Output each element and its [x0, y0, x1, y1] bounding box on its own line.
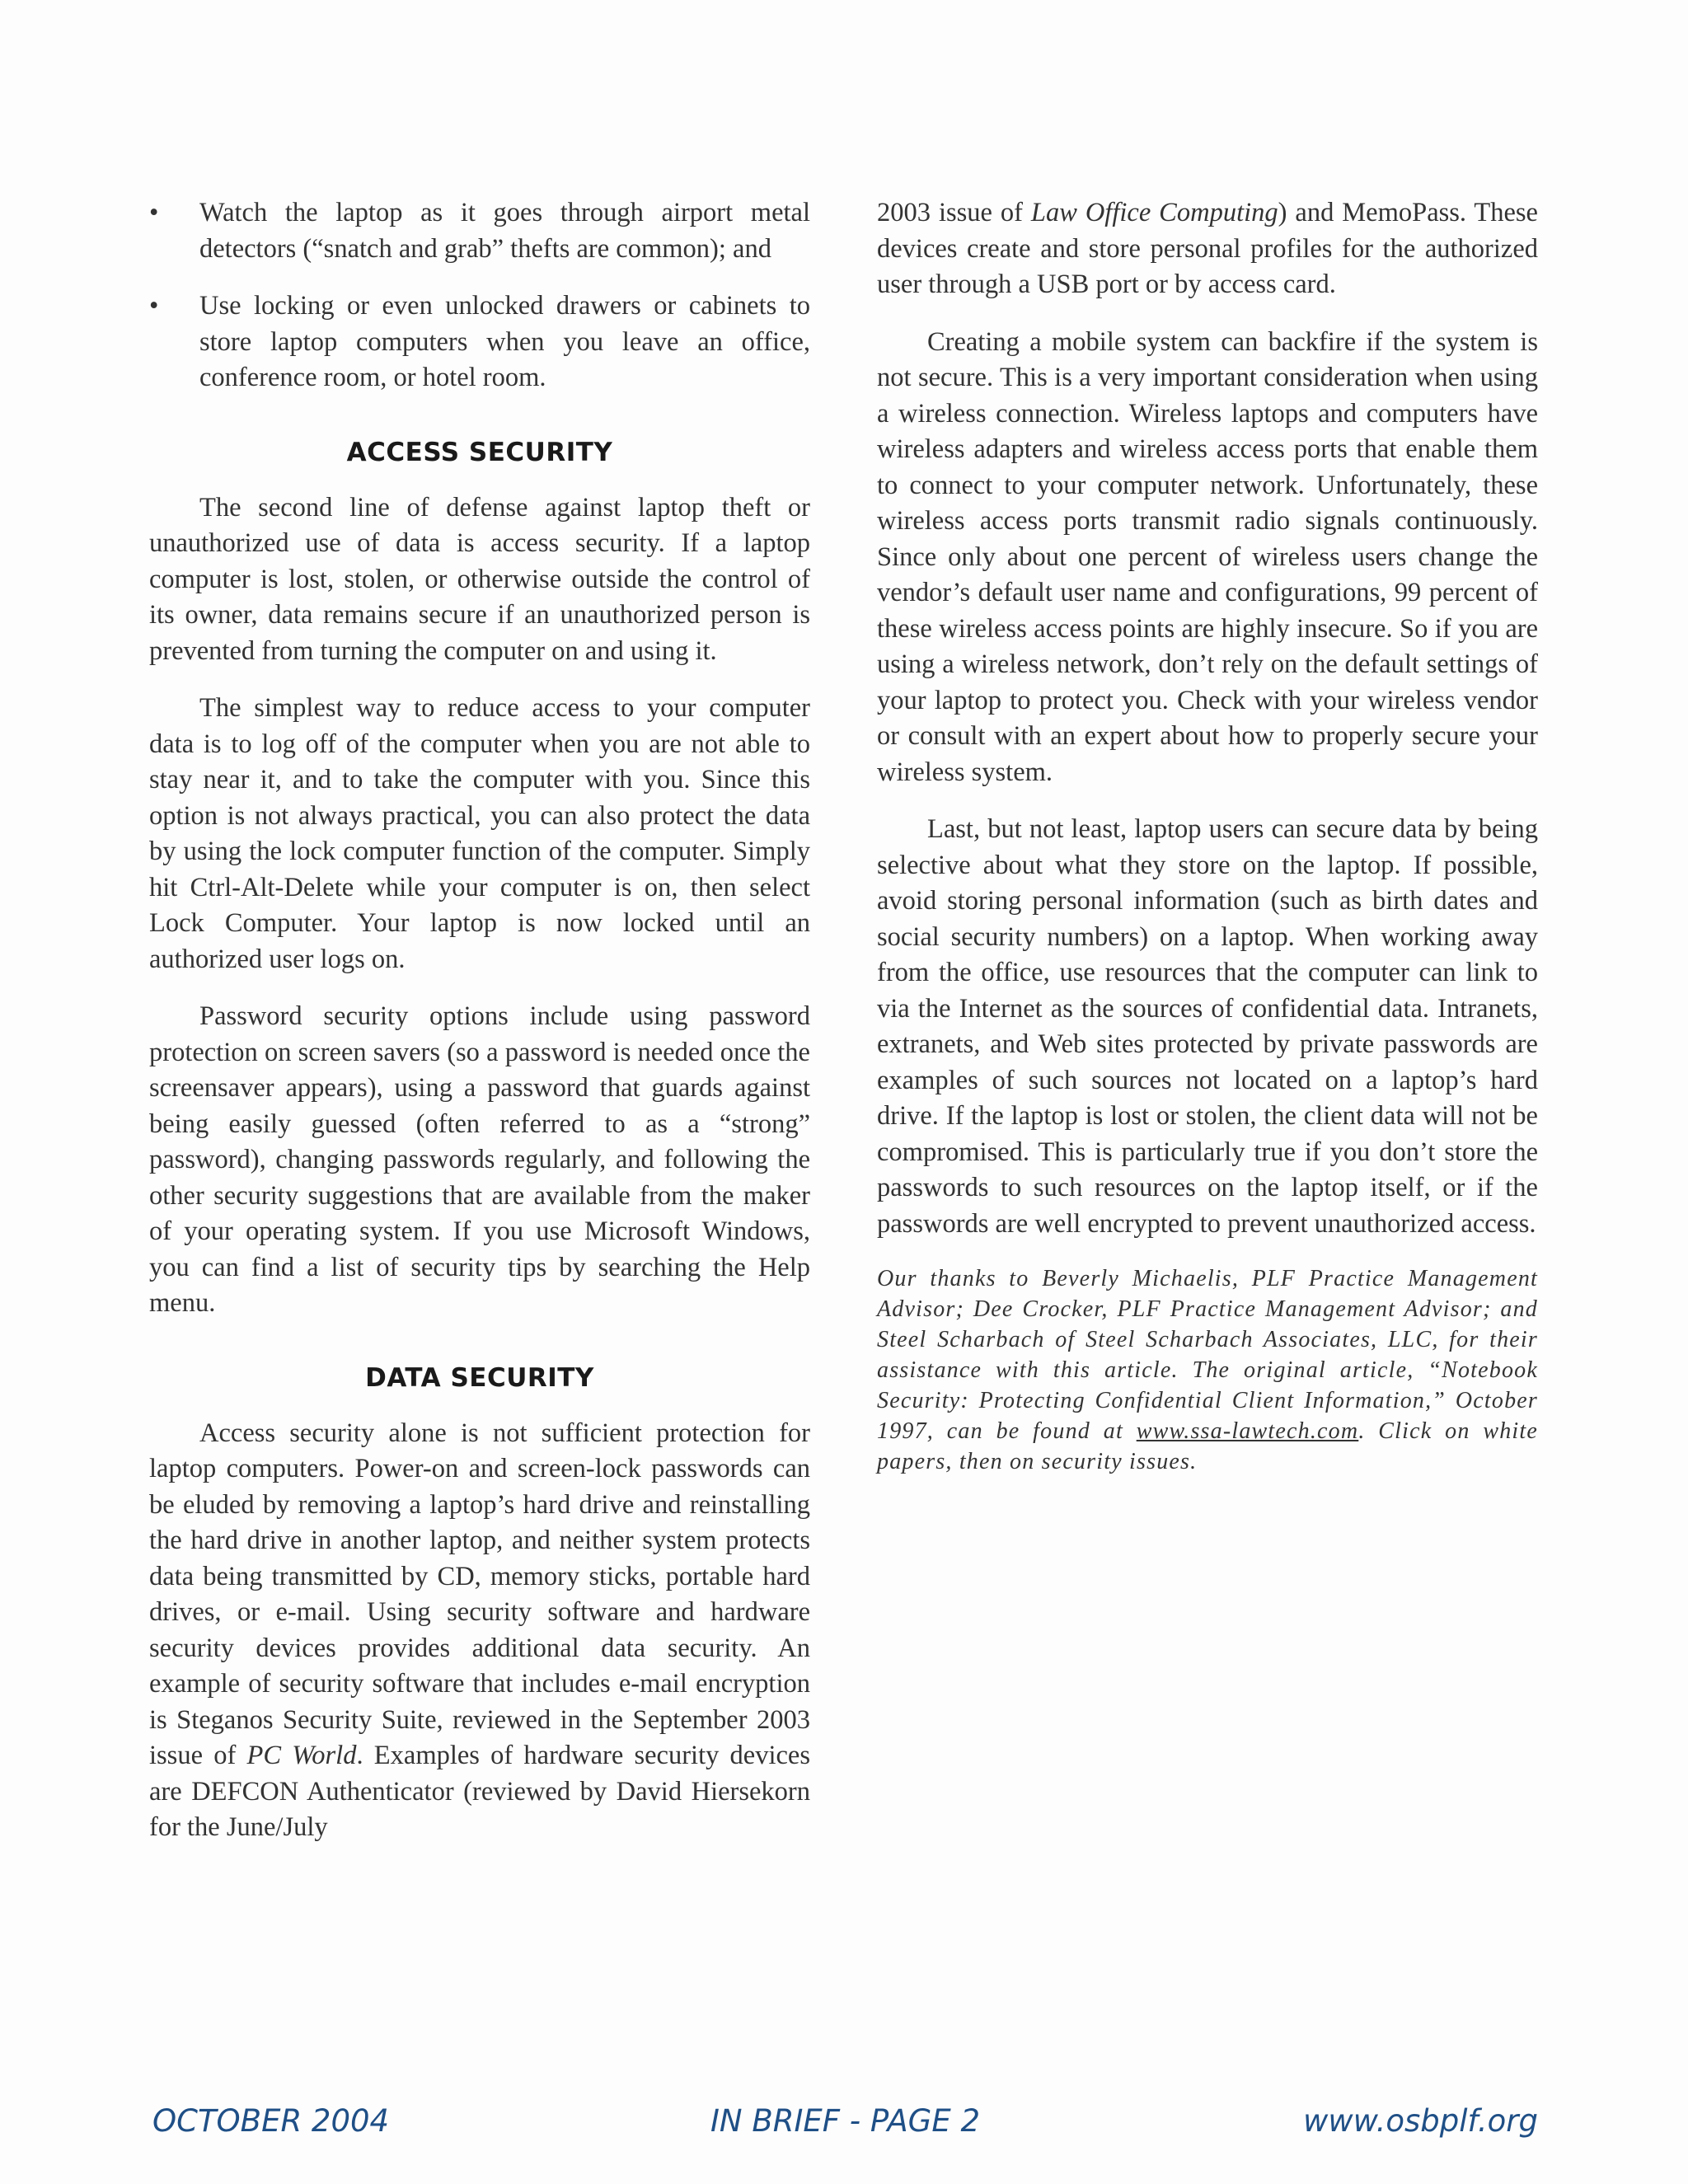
credits-text: . Click on white papers, then on security issues.: [877, 1418, 1538, 1474]
paragraph: Creating a mobile system can backfire if the system is not secure. This is a very important consideration when using a wireless connection. Wireless laptops and computers have wireless adapters and wireless access ports that enable them to connect to your computer network. Unfortunately, these wireless access ports transmit radio signals continuously. Since only about one percent of wireless users change the vendor’s default user name and configurations, 99 percent of these wireless access points are highly insecure. So if you are using a wireless network, don’t rely on the default settings of your laptop to protect you. Check with your wireless vendor or consult with an expert about how to properly secure your wireless system.: [877, 326, 1538, 787]
bullet-text: Watch the laptop as it goes through airport metal detectors (“snatch and grab” thefts are common); and: [199, 198, 810, 264]
website-link[interactable]: www.ssa-lawtech.com: [1136, 1418, 1359, 1444]
right-column: [877, 195, 1538, 1477]
bullet-icon: •: [149, 291, 159, 321]
paragraph: The simplest way to reduce access to your computer data is to log off of the computer when you are not able to stay near it, and to take the computer with you. Since this option is not always practical, you can also protect the data by using the lock computer function of the computer. Simply hit Ctrl-Alt-Delete while your computer is on, then select Lock Computer. Your laptop is now locked until an authorized user logs on.: [149, 693, 810, 974]
footer-date: OCTOBER 2004: [152, 2103, 390, 2139]
paragraph: Password security options include using password protection on screen savers (so a password is needed once the screensaver appears), using a password that guards against being easily guessed (often referred to as a “strong” password), changing passwords regularly, and following the other security suggestions that are available from the maker of your operating system. If you use Microsoft Windows, you can find a list of security tips by searching the Help menu.: [149, 1001, 810, 1318]
bullet-text: Use locking or even unlocked drawers or cabinets to store laptop computers when you leave an office, conference room, or hotel room.: [199, 291, 810, 392]
paragraph: The second line of defense against laptop theft or unauthorized use of data is access security. If a laptop computer is lost, stolen, or otherwise outside the control of its owner, data remains secure if an unauthorized person is prevented from turning the computer on and using it.: [149, 492, 810, 666]
paragraph: Last, but not least, laptop users can secure data by being selective about what they store on the laptop. If possible, avoid storing personal information (such as birth dates and social security numbers) on a laptop. When working away from the office, use resources that the computer can link to via the Internet as the sources of confidential data. Intranets, extranets, and Web sites protected by private passwords are examples of such sources not located on a laptop’s hard drive. If the laptop is lost or stolen, the client data will not be compromised. This is particularly true if you don’t store the passwords to such resources on the laptop itself, or if the passwords are well encrypted to prevent unauthorized access.: [877, 814, 1538, 1239]
paragraph: [149, 1416, 810, 1846]
publication-title: PC World: [246, 1741, 357, 1770]
paragraph-text: ) and MemoPass. These devices create and store personal profiles for the authorized user through a USB port or by access card.: [877, 198, 1538, 299]
publication-title: Law Office Computing: [1030, 198, 1278, 227]
list-item: [149, 288, 810, 396]
paragraph-text: . Examples of hardware security devices are DEFCON Authenticator (reviewed by David Hiersekorn for the June/July: [149, 1741, 811, 1842]
paragraph-text: Access security alone is not sufficient protection for laptop computers. Power-on and screen-lock passwords can be eluded by removing a laptop’s hard drive and reinstalling the hard drive in another laptop, and neither system protects data being transmitted by CD, memory sticks, portable hard drives, or e-mail. Using security software and hardware security devices provides additional data security. An example of security software that includes e-mail encryption is Steganos Security Suite, reviewed in the September 2003 issue of: [149, 1418, 810, 1770]
access-security-heading: ACCESS SECURITY: [346, 437, 613, 467]
bullet-list: [149, 195, 810, 396]
bullet-icon: •: [149, 198, 159, 227]
data-security-heading: DATA SECURITY: [365, 1362, 594, 1393]
footer-page-number: IN BRIEF - PAGE 2: [710, 2103, 981, 2139]
acknowledgements: [877, 1263, 1538, 1477]
list-item: [149, 195, 810, 267]
credits-text: Our thanks to Beverly Michaelis, PLF Practice Management Advisor; Dee Crocker, PLF Practice Management Advisor; and Steel Scharbach of Steel Scharbach Associates, LLC, for their assistance with this article. The original article, “Notebook Security: Protecting Confidential Client Information,” October 1997, can be found at: [877, 1266, 1538, 1444]
paragraph: [877, 195, 1538, 303]
paragraph-text: 2003 issue of: [877, 198, 1031, 227]
left-column: [149, 195, 810, 1868]
footer-website[interactable]: www.osbplf.org: [1303, 2103, 1538, 2139]
